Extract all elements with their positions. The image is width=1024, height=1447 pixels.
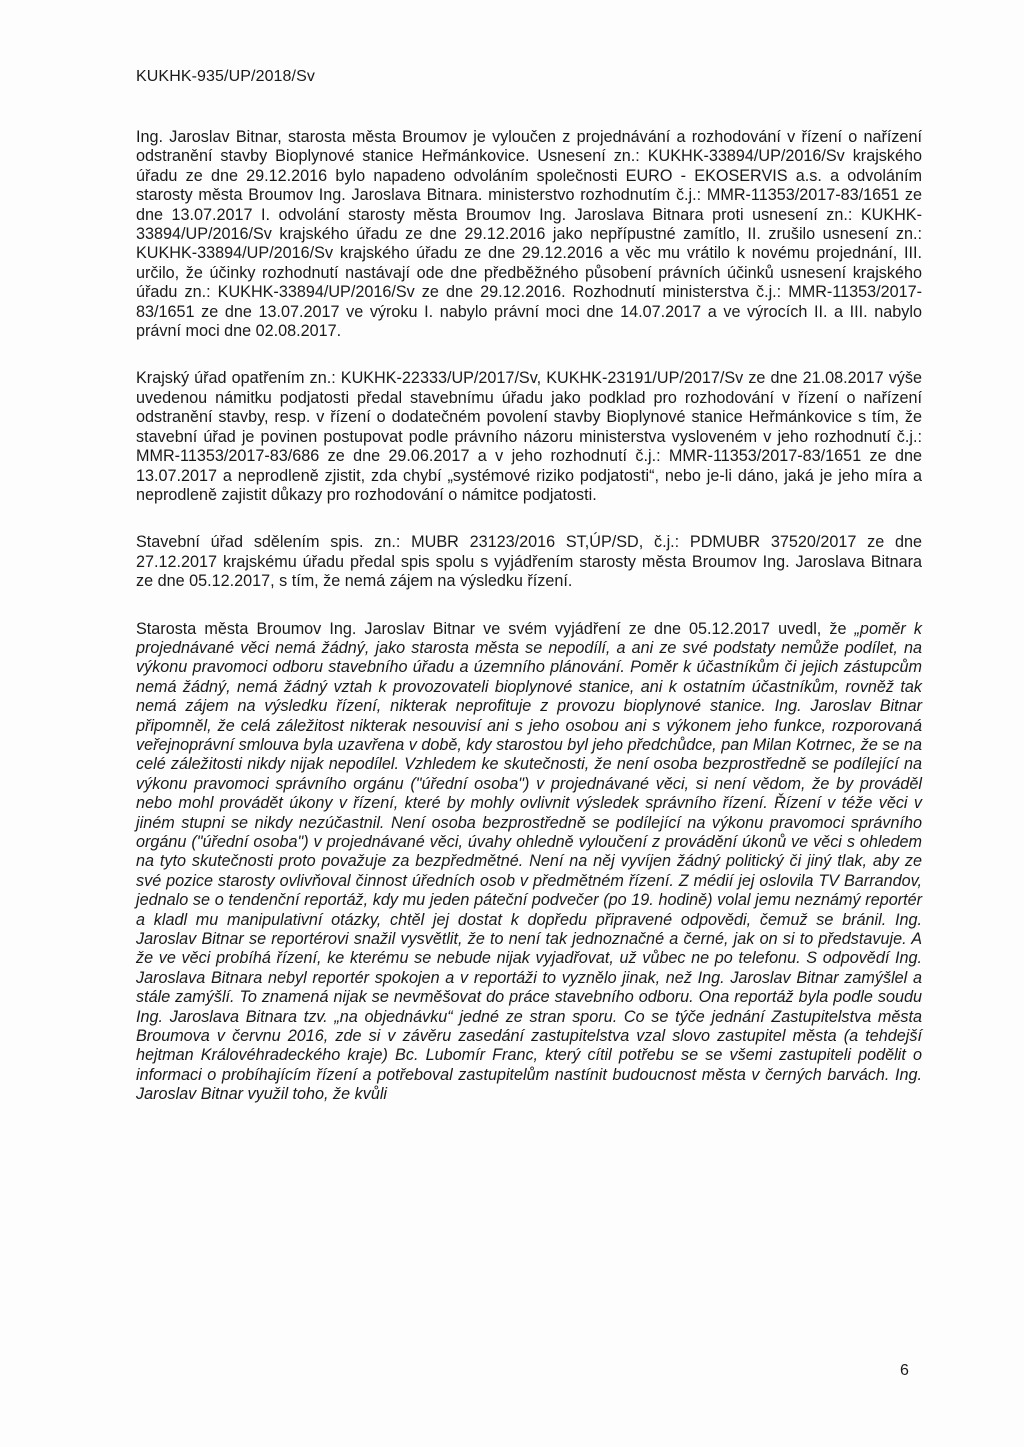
document-body <box>136 128 922 1105</box>
paragraph-mayor-statement <box>136 620 922 1105</box>
document-reference: KUKHK-935/UP/2018/Sv <box>136 68 315 85</box>
page-number: 6 <box>900 1362 909 1379</box>
paragraph-exclusion-decision: Ing. Jaroslav Bitnar, starosta města Broumov je vyloučen z projednávání a rozhodování v řízení o nařízení odstranění stavby Bioplynové stanice Heřmánkovice. Usnesení zn.: KUKHK-33894/UP/2016/Sv krajského úřadu ze dne 29.12.2016 bylo napadeno odvoláním společnosti EURO - EKOSERVIS a.s. a odvoláním starosty města Broumov Ing. Jaroslava Bitnara. ministerstvo rozhodnutím č.j.: MMR-11353/2017-83/1651 ze dne 13.07.2017 I. odvolání starosty města Broumov Ing. Jaroslava Bitnara proti usnesení zn.: KUKHK-33894/UP/2016/Sv krajského úřadu ze dne 29.12.2016 jako nepřípustné zamítlo, II. zrušilo usnesení zn.: KUKHK-33894/UP/2016/Sv krajského úřadu ze dne 29.12.2016 a věc mu vrátilo k novému projednání, III. určilo, že účinky rozhodnutí nastávají ode dne předběžného působení právních účinků usnesení krajského úřadu zn.: KUKHK-33894/UP/2016/Sv ze dne 29.12.2016. Rozhodnutí ministerstva č.j.: MMR-11353/2017-83/1651 ze dne 13.07.2017 ve výroku I. nabylo právní moci dne 14.07.2017 a ve výrocích II. a III. nabylo právní moci dne 02.08.2017. <box>136 128 922 341</box>
statement-quote: „poměr k projednávané věci nemá žádný, jako starosta města se nepodílí, a ani ze své podstaty nemůže podílet, na výkonu pravomoci odboru stavebního úřadu a územního plánování. Poměr k účastníkům či jejich zástupcům nemá žádný, nemá žádný vztah k provozovateli bioplynové stanice, ani k ostatním účastníkům, rovněž tak nemá zájem na výsledku řízení, nikterak neprofituje z provozu bioplynové stanice. Ing. Jaroslav Bitnar připomněl, že celá záležitost nikterak nesouvisí ani s jeho osobou ani s výkonem jeho funkce, rozporovaná veřejnoprávní smlouva byla uzavřena v době, kdy starostou byl jeho předchůdce, pan Milan Kotrnec, že se na celé záležitosti nikdy nijak nepodílel. Vzhledem ke skutečnosti, že není osoba bezprostředně se podílející na výkonu pravomoci správního orgánu ("úřední osoba") v projednávané věci, si není vědom, že by prováděl nebo mohl provádět úkony v řízení, které by mohly ovlivnit výsledek správního řízení. Řízení v téže věci v jiném stupni se nikdy nezúčastnil. Není osoba bezprostředně se podílející na výkonu pravomoci správního orgánu ("úřední osoba") v projednávané věci, úvahy ohledně vyloučení z provádění úkonů ve věci s ohledem na tyto skutečnosti proto považuje za bezpředmětné. Není na něj vyvíjen žádný politický či jiný tlak, aby ze své pozice starosty ovlivňoval činnost úředních osob v předmětném řízení. Z médií jej oslovila TV Barrandov, jednalo se o tendenční reportáž, kdy mu jeden páteční podvečer (po 19. hodině) volal jemu neznámý reportér a kladl mu manipulativní otázky, chtěl jej dostat k dopředu připravené odpovědi, čemuž se bránil. Ing. Jaroslav Bitnar se reportérovi snažil vysvětlit, že to není tak jednoznačné a černé, jak on si to představuje. A že ve věci probíhá řízení, ke kterému se nebude nijak vyjadřovat, už vůbec ne po telefonu. S odpovědí Ing. Jaroslava Bitnara nebyl reportér spokojen a v reportáži to vyznělo jinak, než Ing. Jaroslav Bitnar zamýšlel a stále zamýšlí. To znamená nijak se nevměšovat do práce stavebního odboru. Ona reportáž byla podle soudu Ing. Jaroslava Bitnara tzv. „na objednávku“ jedné ze stran sporu. Co se týče jednání Zastupitelstva města Broumova v červnu 2016, zde si v závěru zasedání zastupitelstva vzal slovo zastupitel města (a tehdejší hejtman Královéhradeckého kraje) Bc. Lubomír Franc, který cítil potřebu se se všemi zastupiteli podělit o informaci o probíhajícím řízení a potřeboval zastupitelům nastínit budoucnost města v černých barvách. Ing. Jaroslav Bitnar využil toho, že kvůli <box>136 619 922 1104</box>
statement-intro: Starosta města Broumov Ing. Jaroslav Bitnar ve svém vyjádření ze dne 05.12.2017 uvedl, že <box>136 619 855 638</box>
paragraph-building-office-notice: Stavební úřad sdělením spis. zn.: MUBR 23123/2016 ST,ÚP/SD, č.j.: PDMUBR 37520/2017 ze dne 27.12.2017 krajskému úřadu předal spis spolu s vyjádřením starosty města Broumov Ing. Jaroslava Bitnara ze dne 05.12.2017, s tím, že nemá zájem na výsledku řízení. <box>136 533 922 591</box>
paragraph-regional-office-measure: Krajský úřad opatřením zn.: KUKHK-22333/UP/2017/Sv, KUKHK-23191/UP/2017/Sv ze dne 21.08.2017 výše uvedenou námitku podjatosti předal stavebnímu úřadu jako podklad pro rozhodování v řízení o nařízení odstranění stavby, resp. v řízení o dodatečném povolení stavby Bioplynové stanice Heřmánkovice s tím, že stavební úřad je povinen postupovat podle právního názoru ministerstva vysloveném v jeho rozhodnutí č.j.: MMR-11353/2017-83/686 ze dne 29.06.2017 a v jeho rozhodnutí č.j.: MMR-11353/2017-83/1651 ze dne 13.07.2017 a neprodleně zjistit, zda chybí „systémové riziko podjatosti“, nebo je-li dáno, jaká je jeho míra a neprodleně zajistit důkazy pro rozhodování o námitce podjatosti. <box>136 369 922 504</box>
